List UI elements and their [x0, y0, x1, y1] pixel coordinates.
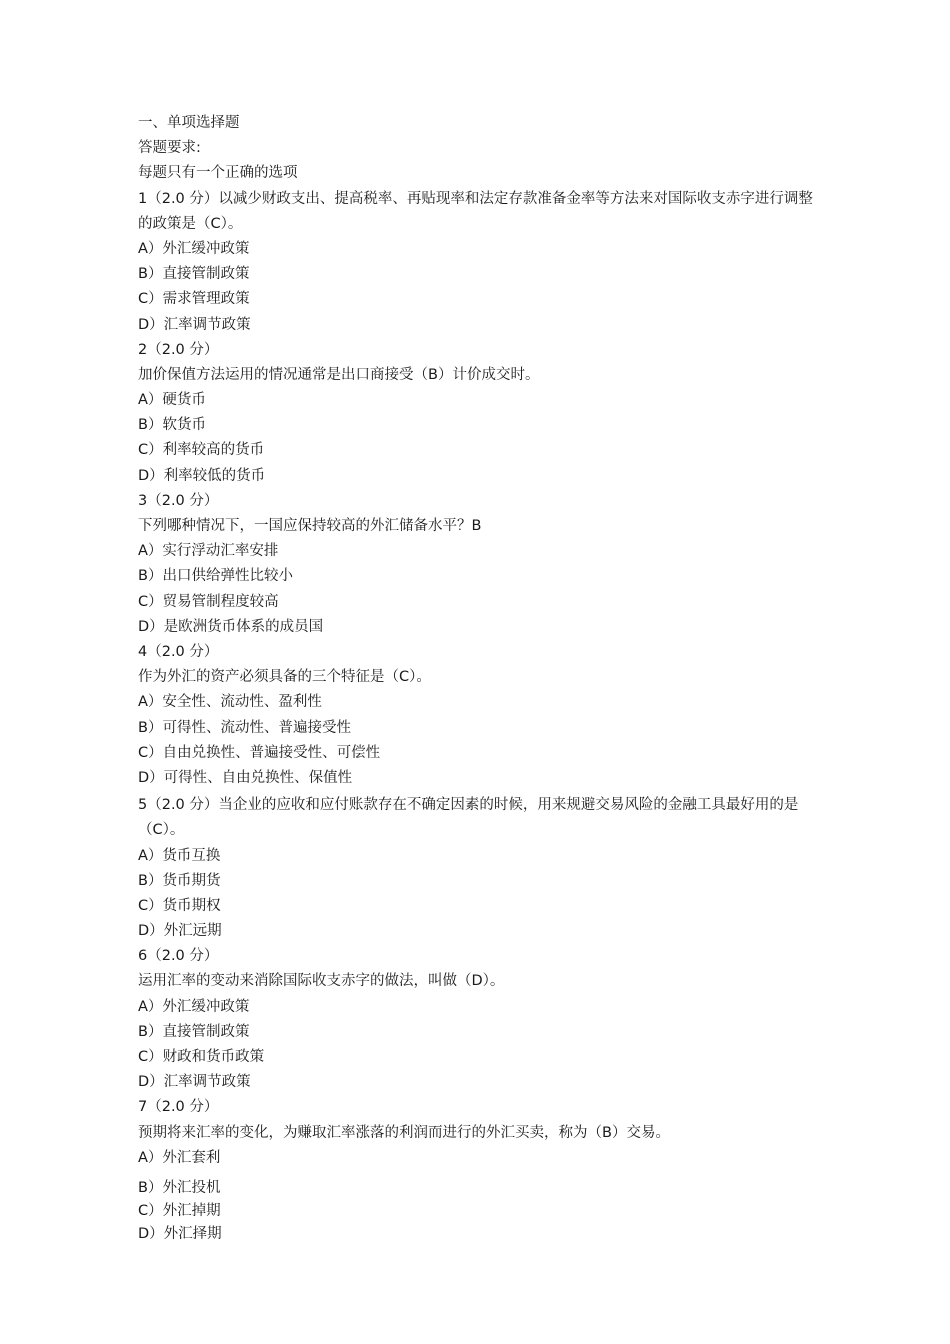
question-3-option-d: D）是欧洲货币体系的成员国 — [138, 618, 324, 635]
question-7-option-a: A）外汇套利 — [138, 1149, 221, 1166]
question-4-option-a: A）安全性、流动性、盈利性 — [138, 694, 322, 711]
requirement-label: 答题要求: — [138, 140, 201, 157]
question-4-option-c: C）自由兑换性、普遍接受性、可偿性 — [138, 744, 381, 761]
question-2-stem: 加价保值方法运用的情况通常是出口商接受（B）计价成交时。 — [138, 366, 540, 383]
question-7-option-b: B）外汇投机 — [138, 1179, 221, 1196]
question-7-option-d: D）外汇择期 — [138, 1225, 222, 1242]
question-4-option-d: D）可得性、自由兑换性、保值性 — [138, 769, 353, 786]
question-7-remaining-options — [138, 1177, 818, 1246]
document-content — [138, 111, 818, 1246]
question-3-option-b: B）出口供给弹性比较小 — [138, 568, 293, 585]
question-3-option-a: A）实行浮动汇率安排 — [138, 543, 279, 560]
question-1-option-c: C）需求管理政策 — [138, 291, 250, 308]
question-6-option-d: D）汇率调节政策 — [138, 1074, 251, 1091]
question-2-option-a: A）硬货币 — [138, 392, 206, 409]
question-7-header: 7（2.0 分） — [138, 1099, 219, 1116]
question-2-header: 2（2.0 分） — [138, 341, 219, 358]
question-6-stem: 运用汇率的变动来消除国际收支赤字的做法，叫做（D）。 — [138, 973, 505, 990]
question-5-option-b: B）货币期货 — [138, 872, 221, 889]
question-1-stem: 1（2.0 分）以减少财政支出、提高税率、再贴现率和法定存款准备金率等方法来对国际收支赤字进行调整的政策是（C）。 — [138, 190, 813, 232]
question-1-option-a: A）外汇缓冲政策 — [138, 240, 250, 257]
question-5-option-d: D）外汇远期 — [138, 923, 222, 940]
question-1-option-d: D）汇率调节政策 — [138, 316, 251, 333]
question-1-option-b: B）直接管制政策 — [138, 266, 250, 283]
question-6-option-a: A）外汇缓冲政策 — [138, 998, 250, 1015]
question-4-stem: 作为外汇的资产必须具备的三个特征是（C）。 — [138, 669, 431, 686]
question-7-stem: 预期将来汇率的变化，为赚取汇率涨落的利润而进行的外汇买卖，称为（B）交易。 — [138, 1124, 670, 1141]
question-6-option-b: B）直接管制政策 — [138, 1023, 250, 1040]
question-3-header: 3（2.0 分） — [138, 492, 219, 509]
question-2-option-b: B）软货币 — [138, 417, 206, 434]
requirement-text: 每题只有一个正确的选项 — [138, 165, 298, 182]
question-6-header: 6（2.0 分） — [138, 948, 219, 965]
question-6-option-c: C）财政和货币政策 — [138, 1049, 265, 1065]
question-3-stem: 下列哪种情况下，一国应保持较高的外汇储备水平？B — [138, 518, 482, 535]
question-5-option-c: C）货币期权 — [138, 897, 221, 914]
question-4-header: 4（2.0 分） — [138, 643, 219, 660]
question-2-option-c: C）利率较高的货币 — [138, 442, 265, 459]
question-5-option-a: A）货币互换 — [138, 847, 221, 864]
question-4-option-b: B）可得性、流动性、普遍接受性 — [138, 719, 351, 736]
section-title: 一、单项选择题 — [138, 115, 240, 131]
question-5-stem: 5（2.0 分）当企业的应收和应付账款存在不确定因素的时候，用来规避交易风险的金融工具最好用的是（C）。 — [138, 797, 799, 839]
question-2-option-d: D）利率较低的货币 — [138, 467, 266, 484]
question-7-option-c: C）外汇掉期 — [138, 1202, 221, 1219]
question-3-option-c: C）贸易管制程度较高 — [138, 593, 279, 610]
